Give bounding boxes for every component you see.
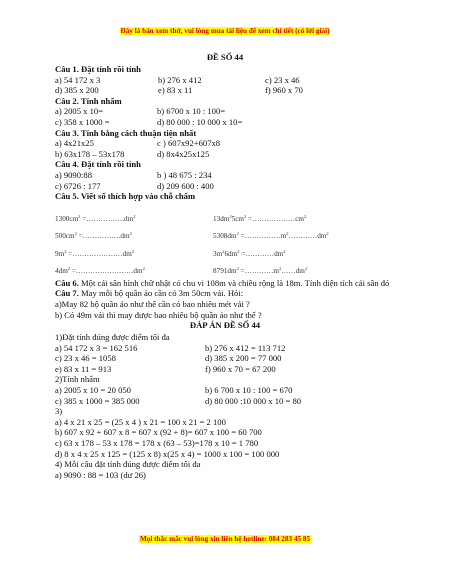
question-3-heading: Câu 3. Tính bằng cách thuận tiện nhất — [55, 127, 197, 138]
question-4-heading: Câu 4. Đặt tính rồi tính — [55, 159, 141, 170]
ans3-c: c) 63 x 178 – 53 x 178 = 178 x (63 – 53)=178 x 10 = 1 780 — [55, 438, 259, 449]
unit-item-7: $4dm^2$ $=\dots\dots\dots\dots\dots\dots\dots\dots dm^2$ — [55, 265, 145, 275]
ans3-d: d) 8 x 4 x 25 x 125 = (125 x 8) x(25 x 4) = 1000 x 100 = 100 000 — [55, 448, 280, 459]
q3-item-b: b) 63x178 – 53x178 — [55, 148, 125, 159]
answer-section-3: 3) — [55, 406, 63, 417]
unit-item-8: $8791dm^2$ $=\dots\dots\dots\dots m^2\dots\dots dm^2$ — [213, 265, 308, 275]
answer-section-1: 1)Đặt tính đúng được điểm tối đa — [55, 332, 170, 343]
answer-section-4: 4) Mỗi câu đặt tính đúng được điểm tối đa — [55, 459, 201, 470]
question-5-heading: Câu 5. Viết số thích hợp vào chỗ chấm — [55, 191, 196, 202]
ans3-b: b) 607 x 92 + 607 x 8 = 607 x (92 + 8)= 607 x 100 = 60 700 — [55, 427, 262, 438]
ans2-c: c) 385 x 1000 = 385 000 — [55, 395, 140, 406]
exam-title: ĐỀ SỐ 44 — [206, 52, 244, 62]
ans3-a: a) 4 x 21 x 25 = (25 x 4 ) x 21 = 100 x 21 = 2 100 — [55, 416, 226, 427]
unit-item-6: $3m^26dm^2$ $=\dots\dots\dots\dots dm^2$ — [213, 248, 286, 258]
question-7-part-a: a)May 82 bộ quần áo như thế cần có bao nhiêu mét vải ? — [55, 298, 250, 309]
unit-item-5: $9m^2$ $=\dots\dots\dots\dots\dots\dots\dots dm^2$ — [55, 248, 135, 258]
question-1-row-2 — [55, 85, 395, 96]
q1-item-a: a) 54 172 x 3 — [55, 74, 101, 85]
unit-conversion-grid — [55, 202, 395, 278]
q2-item-d: d) 80 000 : 10 000 x 10= — [157, 116, 243, 127]
question-6-label: Câu 6. — [55, 277, 79, 288]
q4-item-a: a) 9090:88 — [55, 169, 92, 180]
preview-banner-text: Đây là bản xem thử, vui lòng mua tài liệu để xem chi tiết (có lời giải) — [120, 27, 330, 35]
q3-item-a: a) 4x21x25 — [55, 138, 94, 149]
q1-item-f: f) 960 x 70 — [265, 85, 303, 96]
ans4-a: a) 9090 : 88 = 103 (dư 26) — [55, 469, 146, 480]
answer-2-row-2 — [55, 396, 395, 407]
q4-item-b: b ) 48 675 : 234 — [157, 169, 212, 180]
ans2-a: a) 2005 x 10 = 20 050 — [55, 385, 131, 396]
ans1-d: d) 385 x 200 = 77 000 — [205, 353, 282, 364]
question-3-row-2 — [55, 149, 395, 160]
ans2-b: b) 6 700 x 10 : 100 = 670 — [205, 385, 293, 396]
q2-item-a: a) 2005 x 10= — [55, 106, 104, 117]
unit-item-3: $500cm^2$ $=\dots\dots\dots\dots\dots.dm^2$ — [55, 230, 132, 240]
answer-1-row-1 — [55, 343, 395, 354]
hotline-banner — [0, 535, 450, 543]
unit-item-4: $5308dm^2$ $=\dots\dots\dots\dots\dots m^2\dots\dots\dots\dots dm^2$ — [213, 230, 329, 240]
question-2-heading: Câu 2. Tính nhẩm — [55, 95, 122, 106]
question-7-line — [55, 288, 395, 299]
question-4-row-2 — [55, 181, 395, 192]
q1-item-e: e) 83 x 11 — [158, 85, 193, 96]
question-6: Câu 6. Một cái sân hình chữ nhật có chu vi 108m và chiều rộng là 18m. Tính diện tích cái sân đó — [55, 277, 390, 288]
preview-banner — [0, 27, 450, 35]
q4-item-c: c) 6726 : 177 — [55, 180, 101, 191]
q4-item-d: d) 209 600 : 400 — [157, 180, 214, 191]
q2-item-b: b) 6700 x 10 : 100= — [157, 106, 226, 117]
question-4-row-1 — [55, 170, 395, 181]
answer-2-row-1 — [55, 385, 395, 396]
question-1-heading: Câu 1. Đặt tính rồi tính — [55, 64, 141, 74]
q1-item-d: d) 385 x 200 — [55, 85, 99, 96]
question-7-part-b: b) Có 49m vải thì may được bao nhiêu bộ quần áo như thế ? — [55, 309, 262, 320]
question-3-row-1 — [55, 138, 395, 149]
q1-item-c: c) 23 x 46 — [265, 74, 300, 85]
q3-item-d: d) 8x4x25x125 — [157, 148, 210, 159]
q1-item-b: b) 276 x 412 — [158, 74, 202, 85]
hotline-banner-text: Mọi thắc mắc vui lòng xin liên hệ hotline: 084 283 45 85 — [139, 535, 311, 543]
ans2-d: d) 80 000 :10 000 x 10 = 80 — [205, 395, 302, 406]
question-7-text: May mỗi bộ quần áo cần có 3m 50cm vải. Hỏi: — [78, 288, 244, 299]
q3-item-c: c ) 607x92+607x8 — [157, 138, 221, 149]
answer-1-row-3 — [55, 364, 395, 375]
question-7-label: Câu 7. — [55, 288, 79, 299]
question-2-row-1 — [55, 106, 395, 117]
exam-content — [55, 52, 395, 480]
q2-item-c: c) 358 x 1000 = — [55, 116, 110, 127]
question-2-row-2 — [55, 117, 395, 128]
question-1-row-1 — [55, 75, 395, 86]
ans1-e: e) 83 x 11 = 913 — [55, 363, 112, 374]
ans1-c: c) 23 x 46 = 1058 — [55, 353, 116, 364]
ans1-f: f) 960 x 70 = 67 200 — [205, 363, 276, 374]
ans1-a: a) 54 172 x 3 = 162 516 — [55, 342, 138, 353]
ans1-b: b) 276 x 412 = 113 712 — [205, 342, 286, 353]
unit-item-1: $1300cm^2$ $=\dots\dots\dots\dots\dots.dm^2$ — [55, 213, 136, 223]
answer-title: ĐÁP ÁN ĐỀ SỐ 44 — [189, 320, 261, 331]
answer-1-row-2 — [55, 353, 395, 364]
answer-section-2: 2)Tính nhẩm — [55, 374, 100, 385]
unit-item-2: $13dm^25cm^2$ $=\dots\dots\dots\dots\dots\dots cm^2$ — [213, 213, 307, 223]
